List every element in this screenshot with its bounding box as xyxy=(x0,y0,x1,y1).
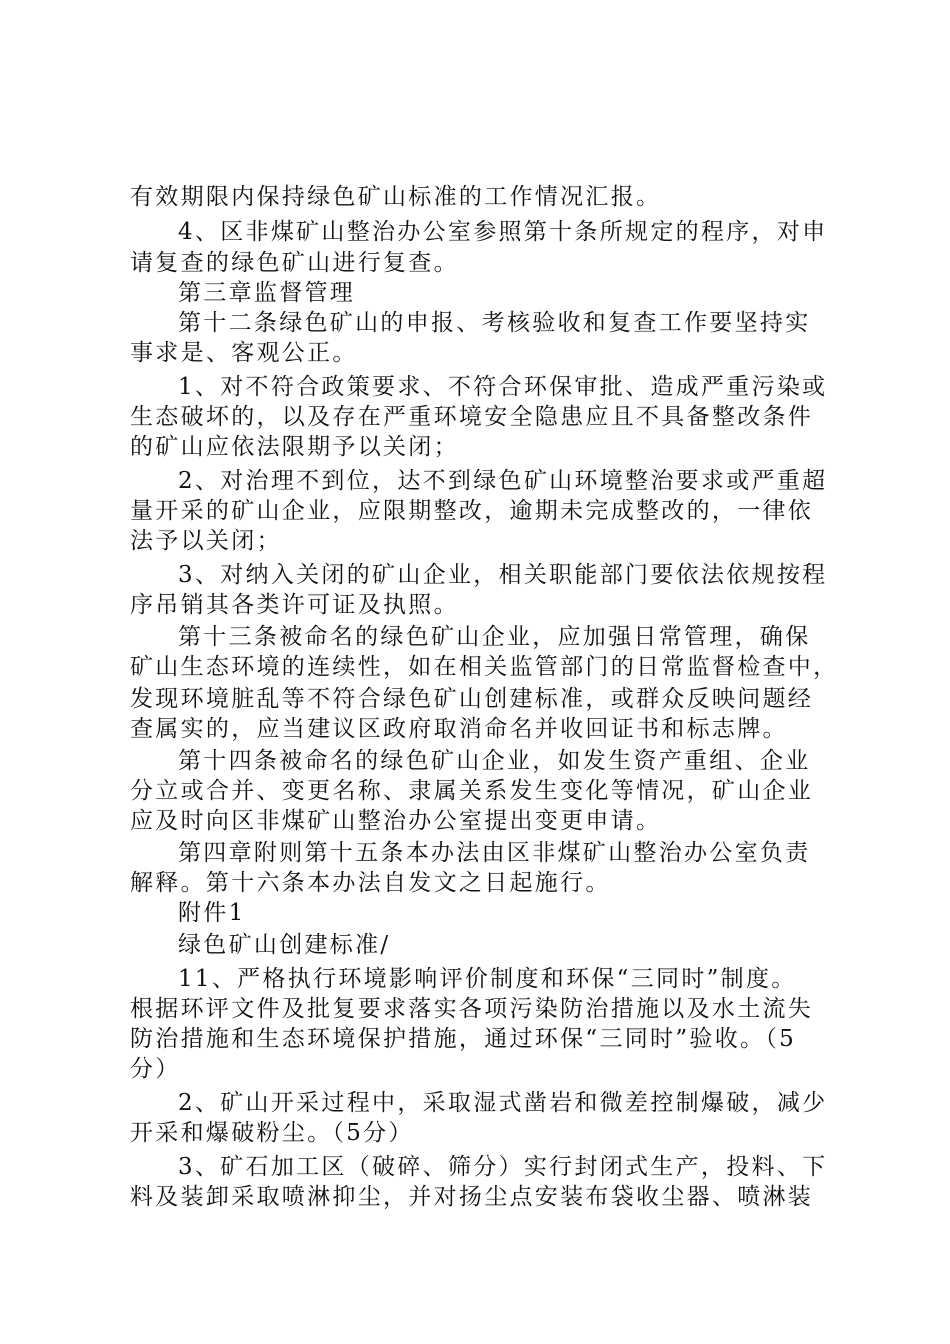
text-line: 量开采的矿山企业，应限期整改，逾期未完成整改的，一律依 xyxy=(130,498,814,524)
text-line: 生态破坏的，以及存在严重环境安全隐患应且不具备整改条件 xyxy=(130,404,814,430)
text-line: 事求是、客观公正。 xyxy=(130,340,358,366)
text-line: 分立或合并、变更名称、隶属关系发生变化等情况，矿山企业 xyxy=(130,778,814,804)
text-line: 矿山生态环境的连续性，如在相关监管部门的日常监督检查中， xyxy=(130,654,839,680)
text-line: 2、对治理不到位，达不到绿色矿山环境整治要求或严重超 xyxy=(178,468,828,494)
text-line: 序吊销其各类许可证及执照。 xyxy=(130,592,459,618)
text-line: 第四章附则第十五条本办法由区非煤矿山整治办公室负责 xyxy=(178,840,811,866)
text-line: 法予以关闭； xyxy=(130,528,282,554)
text-line: 料及装卸采取喷淋抑尘，并对扬尘点安装布袋收尘器、喷淋装 xyxy=(130,1184,814,1210)
text-line: 11、严格执行环境影响评价制度和环保“三同时”制度。 xyxy=(178,966,797,992)
text-line: 根据环评文件及批复要求落实各项污染防治措施以及水土流失 xyxy=(130,996,814,1022)
text-line: 第十三条被命名的绿色矿山企业，应加强日常管理，确保 xyxy=(178,624,811,650)
text-line: 开采和爆破粉尘。（5分） xyxy=(130,1120,414,1146)
text-line: 第十二条绿色矿山的申报、考核验收和复查工作要坚持实 xyxy=(178,310,811,336)
text-line: 请复查的绿色矿山进行复查。 xyxy=(130,250,459,276)
text-line: 应及时向区非煤矿山整治办公室提出变更申请。 xyxy=(130,808,662,834)
text-line: 2、矿山开采过程中，采取湿式凿岩和微差控制爆破，减少 xyxy=(178,1090,828,1116)
text-line: 解释。第十六条本办法自发文之日起施行。 xyxy=(130,870,611,896)
text-line: 第十四条被命名的绿色矿山企业，如发生资产重组、企业 xyxy=(178,748,811,774)
text-line: 防治措施和生态环境保护措施，通过环保“三同时”验收。（5 xyxy=(130,1026,797,1052)
text-line: 3、矿石加工区（破碎、筛分）实行封闭式生产，投料、下 xyxy=(178,1154,828,1180)
text-line: 4、区非煤矿山整治办公室参照第十条所规定的程序，对申 xyxy=(178,219,828,245)
attachment-title: 绿色矿山创建标准/ xyxy=(178,932,391,958)
text-line: 1、对不符合政策要求、不符合环保审批、造成严重污染或 xyxy=(178,374,828,400)
section-heading: 第三章监督管理 xyxy=(178,280,356,306)
text-line: 分） xyxy=(130,1056,181,1082)
text-line: 3、对纳入关闭的矿山企业，相关职能部门要依法依规按程 xyxy=(178,562,828,588)
text-line: 有效期限内保持绿色矿山标准的工作情况汇报。 xyxy=(130,184,662,210)
text-line: 发现环境脏乱等不符合绿色矿山创建标准，或群众反映问题经 xyxy=(130,686,814,712)
text-line: 查属实的，应当建议区政府取消命名并收回证书和标志牌。 xyxy=(130,716,788,742)
text-line: 的矿山应依法限期予以关闭； xyxy=(130,434,459,460)
attachment-label: 附件1 xyxy=(178,900,246,926)
